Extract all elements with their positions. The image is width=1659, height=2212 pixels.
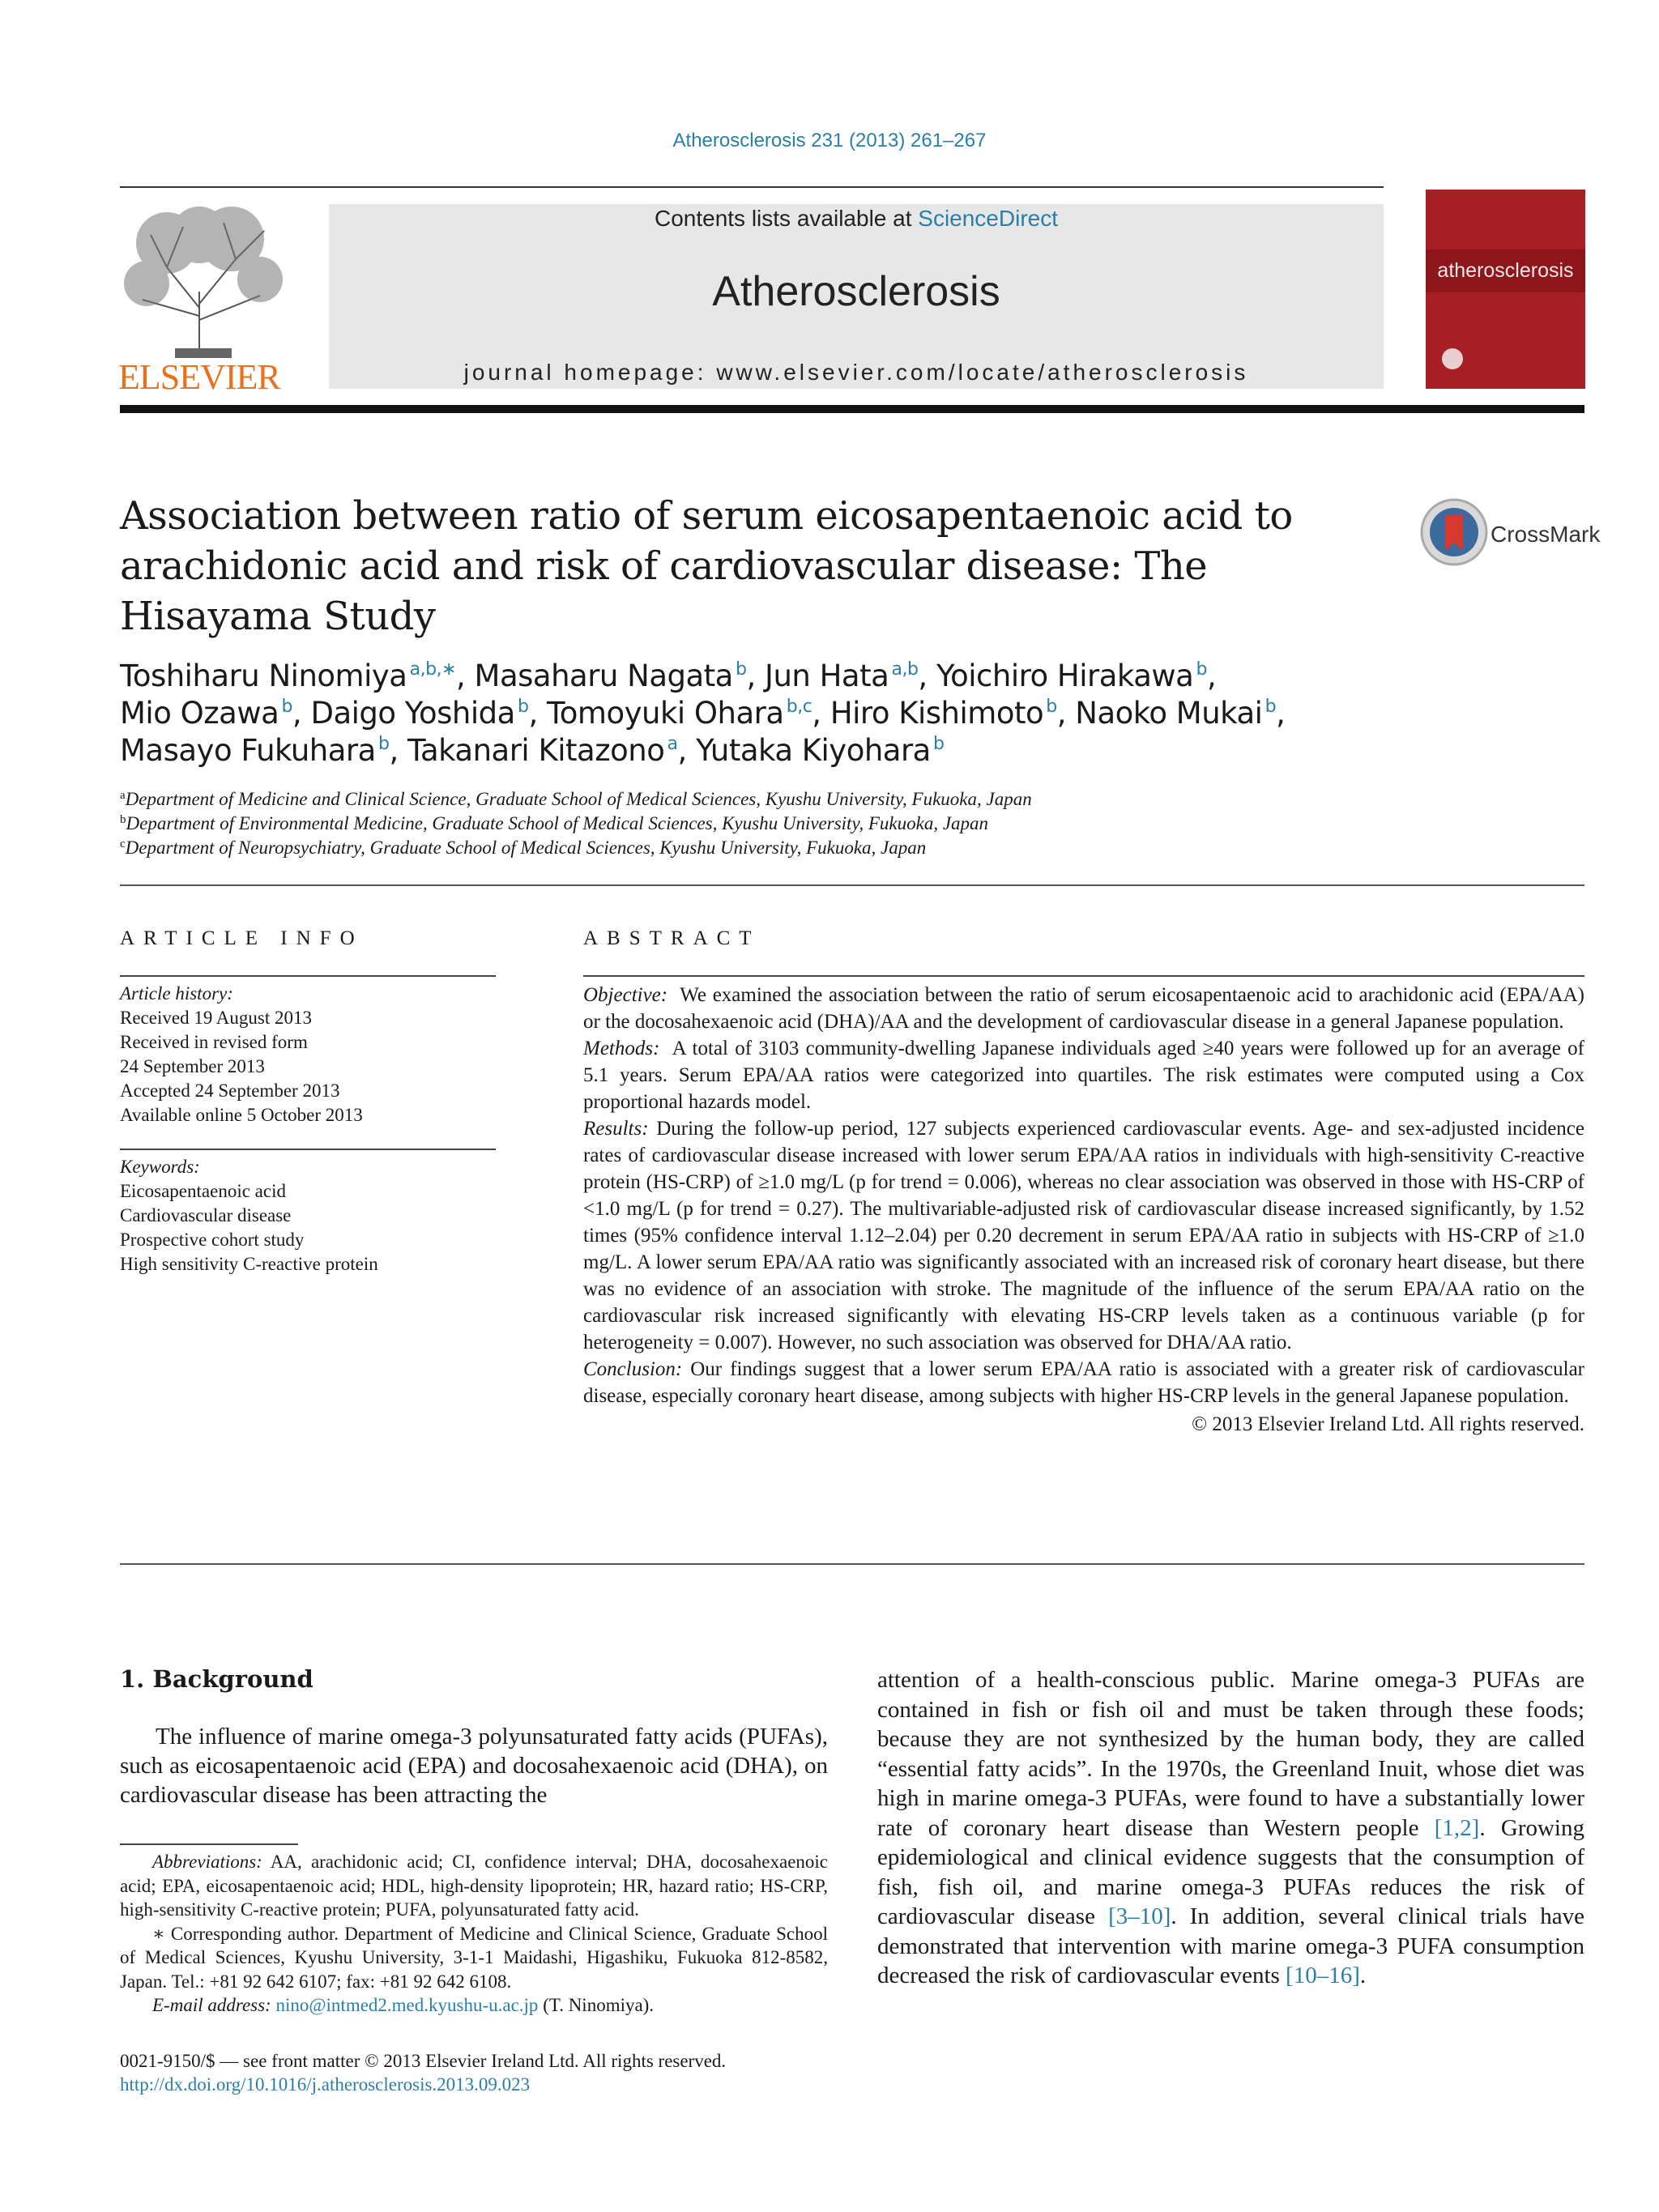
- author: Masaharu Nagata $^b$,: [474, 658, 756, 693]
- history-item: Received in revised form: [120, 1032, 308, 1052]
- abstract-conclusion: Conclusion: Our findings suggest that a lower serum EPA/AA ratio is associated with a greater risk of cardiovascular disease, especially coronary heart disease, among subjects with higher HS-CRP levels in the general Japanese population.: [583, 1358, 1584, 1407]
- abstract-heading: ABSTRACT: [583, 927, 761, 949]
- history-item: Received 19 August 2013: [120, 1008, 312, 1028]
- journal-homepage[interactable]: journal homepage: www.elsevier.com/locate/atherosclerosis: [463, 360, 1249, 385]
- doi-link[interactable]: http://dx.doi.org/10.1016/j.atherosclerosis.2013.09.023: [120, 2074, 531, 2095]
- keyword: Eicosapentaenoic acid: [120, 1181, 286, 1201]
- abstract-copyright: © 2013 Elsevier Ireland Ltd. All rights reserved.: [1192, 1413, 1584, 1435]
- header-thick-rule: [120, 405, 1584, 413]
- email-footnote: E-mail address: nino@intmed2.med.kyushu-u.ac.jp (T. Ninomiya).: [152, 1995, 655, 2015]
- footnotes: [120, 1850, 828, 2018]
- affiliation: $^a$Department of Medicine and Clinical Science, Graduate School of Medical Sciences, Kyushu University, Fukuoka, Japan: [120, 789, 1032, 809]
- author: Takanari Kitazono $^a$,: [407, 733, 687, 768]
- issn-line: 0021-9150/$ — see front matter © 2013 Elsevier Ireland Ltd. All rights reserved.: [120, 2051, 727, 2071]
- affiliation-rule: [120, 884, 1584, 886]
- abstract-results: Results: During the follow-up period, 127 subjects experienced cardiovascular events. Age- and sex-adjusted incidence rates of cardiovascular disease increased with lower serum EPA/AA ratios in individuals with high-sensitivity C-reactive protein (HS-CRP) of ≥1.0 mg/L (p for trend = 0.006), whereas no clear association was observed in those with HS-CRP of <1.0 mg/L (p for trend = 0.27). The multivariable-adjusted risk of cardiovascular disease increased significantly, by 1.52 times (95% confidence interval 1.12–2.04) per 0.20 decrement in serum EPA/AA ratio in subjects with HS-CRP of ≥1.0 mg/L. A lower serum EPA/AA ratio was significantly associated with an increased risk of coronary heart disease, but there was no evidence of an association with stroke. The magnitude of the influence of the serum EPA/AA ratio on the cardiovascular risk increased significantly with elevating HS-CRP levels taken as a continuous variable (p for heterogeneity = 0.007). However, no such association was observed for DHA/AA ratio.: [583, 1118, 1584, 1353]
- author: Yutaka Kiyohara $^b$: [696, 733, 945, 768]
- article-info-rule: [120, 975, 496, 977]
- crossmark-icon[interactable]: [1419, 497, 1489, 567]
- keywords-label: Keywords:: [120, 1157, 200, 1177]
- contents-prefix: Contents lists available at: [654, 206, 919, 231]
- history-item: Accepted 24 September 2013: [120, 1080, 340, 1101]
- contents-line: [329, 204, 1384, 232]
- body-column-right: [877, 1665, 1584, 1991]
- history-item: 24 September 2013: [120, 1056, 265, 1076]
- footnote-rule: [120, 1843, 298, 1845]
- email-link[interactable]: nino@intmed2.med.kyushu-u.ac.jp: [275, 1995, 539, 2015]
- keywords-rule: [120, 1149, 496, 1150]
- abstract-body: [583, 982, 1584, 1438]
- body-paragraph: attention of a health-conscious public. Marine omega-3 PUFAs are contained in fish or fish oil and must be taken through these foods; because they are not synthesized by the human body, they are called “essential fatty acids”. In the 1970s, the Greenland Inuit, whose diet was high in marine omega-3 PUFAs, were found to have a substantially lower rate of coronary heart disease than Western people [1,2]. Growing epidemiological and clinical evidence suggests that the consumption of fish, fish oil, and marine omega-3 PUFAs reduces the risk of cardiovascular disease [3–10]. In addition, several clinical trials have demonstrated that intervention with marine omega-3 PUFA consumption decreased the risk of cardiovascular events [10–16].: [877, 1667, 1584, 1988]
- journal-cover-image: [1426, 190, 1585, 389]
- keywords: [120, 1155, 496, 1276]
- abstract-methods: Methods: A total of 3103 community-dwelling Japanese individuals aged ≥40 years were followed up for an average of 5.1 years. Serum EPA/AA ratios were categorized into quartiles. The risk estimates were computed using a Cox proportional hazards model.: [583, 1038, 1584, 1113]
- crossmark-label[interactable]: CrossMark: [1491, 522, 1601, 547]
- author: Yoichiro Hirakawa $^b$,: [936, 658, 1217, 693]
- reference-link[interactable]: [1,2]: [1434, 1814, 1480, 1841]
- section-heading: 1. Background: [120, 1665, 313, 1693]
- history-item: Available online 5 October 2013: [120, 1105, 363, 1125]
- author-list: [120, 658, 1384, 769]
- reference-link[interactable]: [10–16]: [1286, 1963, 1360, 1988]
- front-matter: [120, 2049, 849, 2096]
- corresponding-author-footnote: ∗ Corresponding author. Department of Medicine and Clinical Science, Graduate School of Medical Sciences, Kyushu University, 3-1-1 Maidashi, Higashiku, Fukuoka 812-8582, Japan. Tel.: +81 92 642 6107; fax: +81 92 642 6108.: [120, 1923, 828, 1992]
- journal-name: Atherosclerosis: [712, 268, 1000, 315]
- author: Jun Hata $^{a,b}$,: [765, 658, 928, 693]
- affiliation: $^c$Department of Neuropsychiatry, Graduate School of Medical Sciences, Kyushu University, Fukuoka, Japan: [120, 837, 927, 858]
- cover-title: atherosclerosis: [1426, 249, 1585, 292]
- journal-citation[interactable]: Atherosclerosis 231 (2013) 261–267: [672, 130, 987, 151]
- article-title: Association between ratio of serum eicosapentaenoic acid to arachidonic acid and risk of cardiovascular disease: The Hisayama Study: [120, 493, 1293, 639]
- sciencedirect-link[interactable]: ScienceDirect: [918, 206, 1058, 231]
- article-info-heading: ARTICLE INFO: [120, 927, 364, 949]
- abstract-bottom-rule: [120, 1563, 1584, 1565]
- elsevier-wordmark: ELSEVIER: [118, 357, 280, 397]
- affiliation: $^b$Department of Environmental Medicine, Graduate School of Medical Sciences, Kyushu University, Fukuoka, Japan: [120, 813, 989, 833]
- body-paragraph: The influence of marine omega-3 polyunsaturated fatty acids (PUFAs), such as eicosapentaenoic acid (EPA) and docosahexaenoic acid (DHA), on cardiovascular disease has been attracting the: [120, 1724, 828, 1808]
- author: Mio Ozawa $^b$,: [120, 696, 302, 731]
- author: Naoko Mukai $^b$,: [1075, 696, 1286, 731]
- affiliations: [120, 787, 1384, 860]
- header-rule: [120, 186, 1384, 188]
- keyword: High sensitivity C-reactive protein: [120, 1254, 378, 1274]
- abbreviations-footnote: Abbreviations: AA, arachidonic acid; CI, confidence interval; DHA, docosahexaenoic acid; EPA, eicosapentaenoic acid; HDL, high-density lipoprotein; HR, hazard ratio; HS-CRP, high-sensitivity C-reactive protein; PUFA, polyunsaturated fatty acid.: [120, 1852, 829, 1920]
- keyword: Prospective cohort study: [120, 1230, 305, 1250]
- cover-seal-icon: [1442, 348, 1463, 369]
- author: Hiro Kishimoto $^b$,: [830, 696, 1067, 731]
- author: Toshiharu Ninomiya $^{a,b,∗}$,: [120, 658, 466, 693]
- author: Tomoyuki Ohara $^{b,c}$,: [546, 696, 821, 731]
- journal-banner: [329, 204, 1384, 389]
- author: Masayo Fukuhara $^b$,: [120, 733, 399, 768]
- body-column-left: [120, 1722, 828, 1809]
- article-history: [120, 982, 496, 1127]
- keyword: Cardiovascular disease: [120, 1205, 292, 1225]
- reference-link[interactable]: [3–10]: [1108, 1903, 1171, 1929]
- abstract-objective: Objective: We examined the association between the ratio of serum eicosapentaenoic acid to arachidonic acid (EPA/AA) or the docosahexaenoic acid (DHA)/AA and the development of cardiovascular disease in a general Japanese population.: [583, 984, 1584, 1033]
- abstract-rule: [583, 975, 1584, 977]
- history-label: Article history:: [120, 983, 233, 1004]
- author: Daigo Yoshida $^b$,: [310, 696, 538, 731]
